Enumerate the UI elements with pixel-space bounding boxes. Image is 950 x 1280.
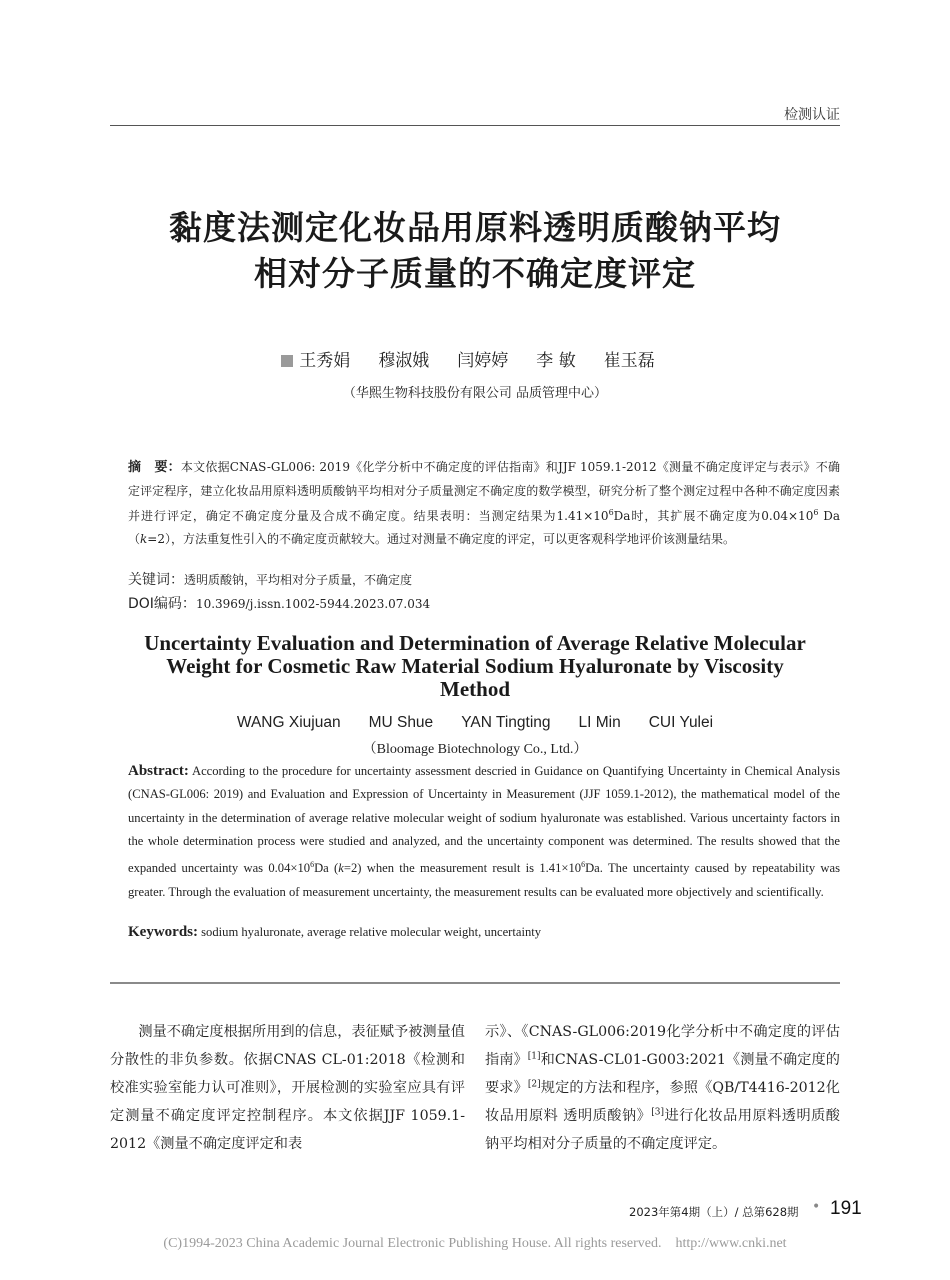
- body-column-left: [110, 1018, 465, 1158]
- footer-bullet: •: [812, 1199, 821, 1215]
- abstract-label-en: Abstract:: [128, 763, 189, 779]
- keywords-text-cn: 透明质酸钠，平均相对分子质量，不确定度: [184, 573, 413, 587]
- citation-ref: [2]: [527, 1079, 541, 1090]
- keywords-label-cn: 关键词：: [128, 572, 184, 588]
- english-title-line-2: Weight for Cosmetic Raw Material Sodium Hyaluronate by Viscosity: [166, 654, 784, 678]
- keywords-text-en: sodium hyaluronate, average relative molecular weight, uncertainty: [198, 925, 542, 939]
- square-bullet-icon: [281, 355, 293, 367]
- exponent: 6: [581, 860, 586, 870]
- english-affiliation: （Bloomage Biotechnology Co., Ltd.）: [362, 742, 588, 757]
- section-divider: [110, 982, 840, 984]
- abstract-text-en: Da (: [314, 861, 339, 876]
- doi: [128, 593, 430, 613]
- author-cn: 王秀娟: [299, 351, 351, 371]
- body-text: 进行化妆品用原料透明质酸钠平均相对分子质量的不确定度评定。: [485, 1108, 840, 1152]
- citation-ref: [3]: [651, 1107, 665, 1118]
- k-symbol: k: [140, 531, 148, 546]
- author-cn: 李 敏: [536, 351, 576, 371]
- author-en: MU Shue: [368, 714, 434, 731]
- chinese-title: [100, 205, 850, 297]
- body-paragraph: 测量不确定度根据所用到的信息，表征赋予被测量值分散性的非负参数。依据CNAS CL-01:2018《检测和校准实验室能力认可准则》，开展检测的实验室应具有评定测量不确定度评定控制程序。本文依据JJF 1059.1-2012《测量不确定度评定和表: [110, 1024, 465, 1152]
- abstract-text-en: According to the procedure for uncertainty assessment descried in Guidance on Quantifying Uncertainty in Chemical Analysis (CNAS-GL006: 2019) and Evaluation and Expression of Uncertainty in Measurement (JJF 1059.1-2012), the mathematical model of the uncertainty in the determination of average relative molecular weight of sodium hyaluronate was established. Various uncertainty factors in the whole determination process were studied and analyzed, and the uncertainty component was determined. The results showed that the expanded uncertainty was 0.04×10: [128, 764, 840, 876]
- body-text: 规定的方法和程序，参照《QB/T4416-2012化妆品用原料 透明质酸钠》: [485, 1080, 840, 1124]
- english-title: [110, 632, 840, 701]
- english-abstract: [128, 760, 840, 904]
- keywords-label-en: Keywords:: [128, 924, 198, 940]
- k-symbol: k: [338, 861, 344, 876]
- abstract-text-cn: 本文依据CNAS-GL006: 2019《化学分析中不确定度的评估指南》和JJF 1059.1-2012《测量不确定度评定与表示》不确定评定程序，建立化妆品用原料透明质酸钠平均相对分子质量测定不确定度的数学模型，研究分析了整个测定过程中各种不确定度因素并进行评定，确定不确定度分量及合成不确定度。结果表明：当测定结果为1.41×10: [128, 460, 840, 523]
- exponent: 6: [608, 508, 614, 517]
- english-title-line-1: Uncertainty Evaluation and Determination of Average Relative Molecular: [144, 631, 806, 655]
- chinese-keywords: [128, 569, 412, 589]
- author-cn: 穆淑娥: [378, 351, 430, 371]
- section-tag: 检测认证: [784, 107, 840, 123]
- exponent: 6: [813, 508, 819, 517]
- author-en: CUI Yulei: [648, 714, 714, 731]
- doi-text: 10.3969/j.issn.1002-5944.2023.07.034: [195, 597, 431, 611]
- body-column-right: [485, 1018, 840, 1158]
- header-rule: [110, 125, 840, 126]
- abstract-text-en: =2) when the measurement result is 1.41×10: [343, 861, 582, 876]
- body-text: 和CNAS-CL01-G003:2021《测量不确定度的要求》: [485, 1052, 840, 1096]
- chinese-affiliation: （华熙生物科技股份有限公司 品质管理中心）: [342, 386, 608, 401]
- chinese-authors: [0, 346, 950, 371]
- page-number: 191: [830, 1198, 862, 1219]
- english-authors: [0, 714, 950, 732]
- doi-label: DOI编码：: [128, 596, 196, 612]
- english-keywords: [128, 924, 541, 941]
- copyright-line: (C)1994-2023 China Academic Journal Electronic Publishing House. All rights reserved. http://www.cnki.net: [163, 1236, 787, 1251]
- abstract-text-cn: =2），方法重复性引入的不确定度贡献较大。通过对测量不确定度的评定，可以更客观科学地评价该测量结果。: [147, 531, 735, 546]
- abstract-label-cn: 摘 要：: [128, 460, 181, 475]
- author-en: LI Min: [578, 714, 621, 731]
- chinese-title-line-1: 黏度法测定化妆品用原料透明质酸钠平均: [169, 208, 781, 247]
- author-en: YAN Tingting: [461, 714, 551, 731]
- chinese-abstract: [128, 456, 840, 550]
- english-title-line-3: Method: [440, 677, 510, 701]
- body-text: 示》、《CNAS-GL006:2019化学分析中不确定度的评估指南》: [485, 1024, 840, 1068]
- abstract-text-cn: Da时，其扩展不确定度为0.04×10: [613, 509, 814, 523]
- footer-issue: 2023年第4期（上）/ 总第628期: [629, 1205, 799, 1219]
- author-en: WANG Xiujuan: [236, 714, 341, 731]
- citation-ref: [1]: [527, 1051, 541, 1062]
- author-cn: 崔玉磊: [603, 351, 655, 371]
- exponent: 6: [310, 860, 315, 870]
- abstract-text-en: Da. The uncertainty caused by repeatability was greater. Through the evaluation of measurement uncertainty, the measurement results can be evaluated more objectively and scientifically.: [128, 861, 841, 899]
- author-cn: 闫婷婷: [457, 351, 509, 371]
- chinese-title-line-2: 相对分子质量的不确定度评定: [254, 254, 696, 293]
- abstract-text-cn: Da（: [128, 509, 841, 546]
